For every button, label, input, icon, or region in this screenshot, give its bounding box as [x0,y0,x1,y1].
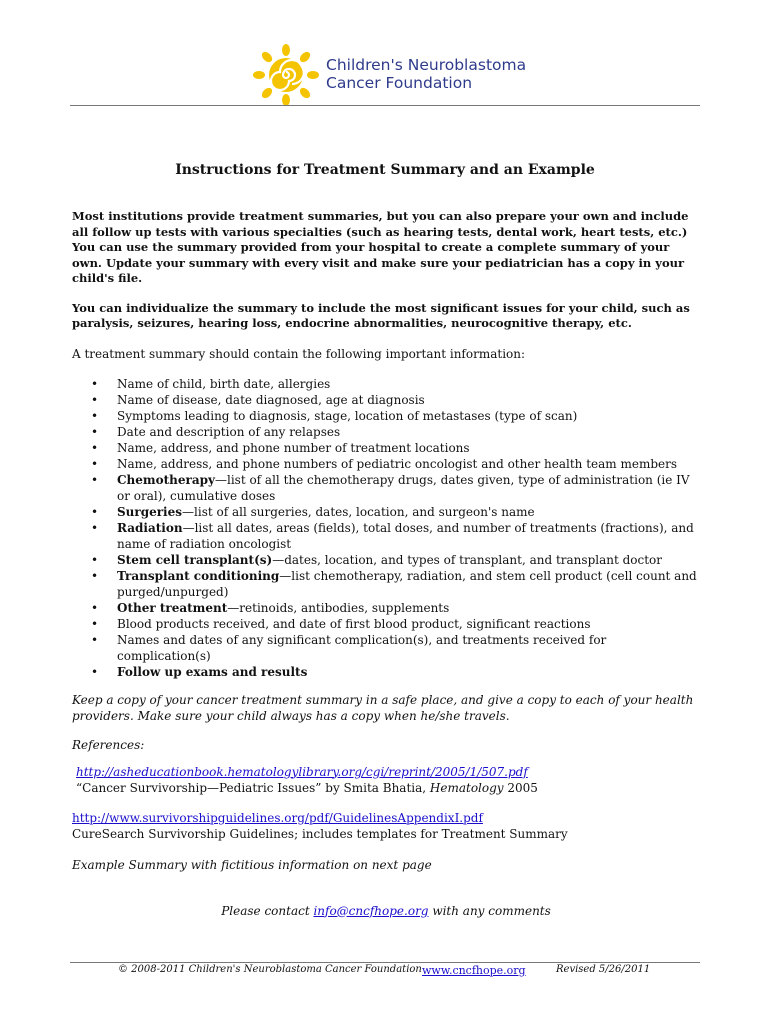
list-item: • Chemotherapy—list of all the chemotherapy drugs, dates given, type of administration (ie IV or oral), cumulative doses [72,472,700,504]
reference-2-desc: CureSearch Survivorship Guidelines; includes templates for Treatment Summary [72,826,568,841]
contact-line: Please contact info@cncfhope.org with any comments [221,903,551,918]
reference-2-link[interactable]: http://www.survivorshipguidelines.org/pdf/GuidelinesAppendixI.pdf [72,810,483,825]
org-name-line1: Children's Neuroblastoma [326,56,527,74]
list-item: • Names and dates of any significant complication(s), and treatments received for complication(s) [72,632,700,664]
example-note: Example Summary with fictitious information on next page [72,857,432,872]
document-body [72,209,700,919]
list-item: • Name, address, and phone number of treatment locations [72,440,700,456]
information-list [72,376,700,680]
footer-divider [70,962,700,963]
intro-paragraph-1: Most institutions provide treatment summaries, but you can also prepare your own and include all follow up tests with various specialties (such as hearing tests, dental work, heart tests, etc.) You can use the summary provided from your hospital to create a complete summary of your own. Update your summary with every visit and make sure your pediatrician has a copy in your child's file. [72,209,689,285]
footer-copyright: © 2008-2011 Children's Neuroblastoma Cancer Foundation [118,964,422,975]
reference-2 [72,810,700,842]
document-title: Instructions for Treatment Summary and an Example [175,162,595,178]
keep-copy-note: Keep a copy of your cancer treatment summary in a safe place, and give a copy to each of your health providers. Make sure your child always has a copy when he/she travels. [72,692,694,723]
org-name-line2: Cancer Foundation [326,74,473,92]
list-item: • Stem cell transplant(s)—dates, location, and types of transplant, and transplant doctor [72,552,700,568]
reference-1 [72,764,700,796]
header [70,44,700,106]
intro-paragraph-3: A treatment summary should contain the following important information: [72,346,526,361]
list-item: • Follow up exams and results [72,664,700,680]
list-item: • Other treatment—retinoids, antibodies, supplements [72,600,700,616]
list-item: • Name of disease, date diagnosed, age at diagnosis [72,392,700,408]
intro-paragraph-2: You can individualize the summary to include the most significant issues for your child, such as paralysis, seizures, hearing loss, endocrine abnormalities, neurocognitive therapy, etc. [72,300,690,330]
header-divider [70,105,700,106]
list-item: • Date and description of any relapses [72,424,700,440]
organization-name [326,56,526,92]
footer-website-link[interactable]: www.cncfhope.org [422,964,526,977]
list-item: • Transplant conditioning—list chemotherapy, radiation, and stem cell product (cell count and purged/unpurged) [72,568,700,600]
list-item: • Name of child, birth date, allergies [72,376,700,392]
reference-1-link[interactable]: http://asheducationbook.hematologylibrary.org/cgi/reprint/2005/1/507.pdf [76,764,528,779]
references-label: References: [72,737,145,752]
reference-1-journal: Hematology [429,780,504,795]
list-item: • Blood products received, and date of first blood product, significant reactions [72,616,700,632]
list-item: • Radiation—list all dates, areas (fields), total doses, and number of treatments (fractions), and name of radiation oncologist [72,520,700,552]
list-item: • Surgeries—list of all surgeries, dates, location, and surgeon's name [72,504,700,520]
reference-1-desc-suffix: 2005 [503,780,538,795]
footer-revised-date: Revised 5/26/2011 [556,964,651,975]
contact-email-link[interactable]: info@cncfhope.org [313,903,429,918]
sun-logo-icon [253,44,319,106]
reference-1-desc-prefix: “Cancer Survivorship—Pediatric Issues” by Smita Bhatia, [76,780,430,795]
list-item: • Symptoms leading to diagnosis, stage, location of metastases (type of scan) [72,408,700,424]
list-item: • Name, address, and phone numbers of pediatric oncologist and other health team members [72,456,700,472]
